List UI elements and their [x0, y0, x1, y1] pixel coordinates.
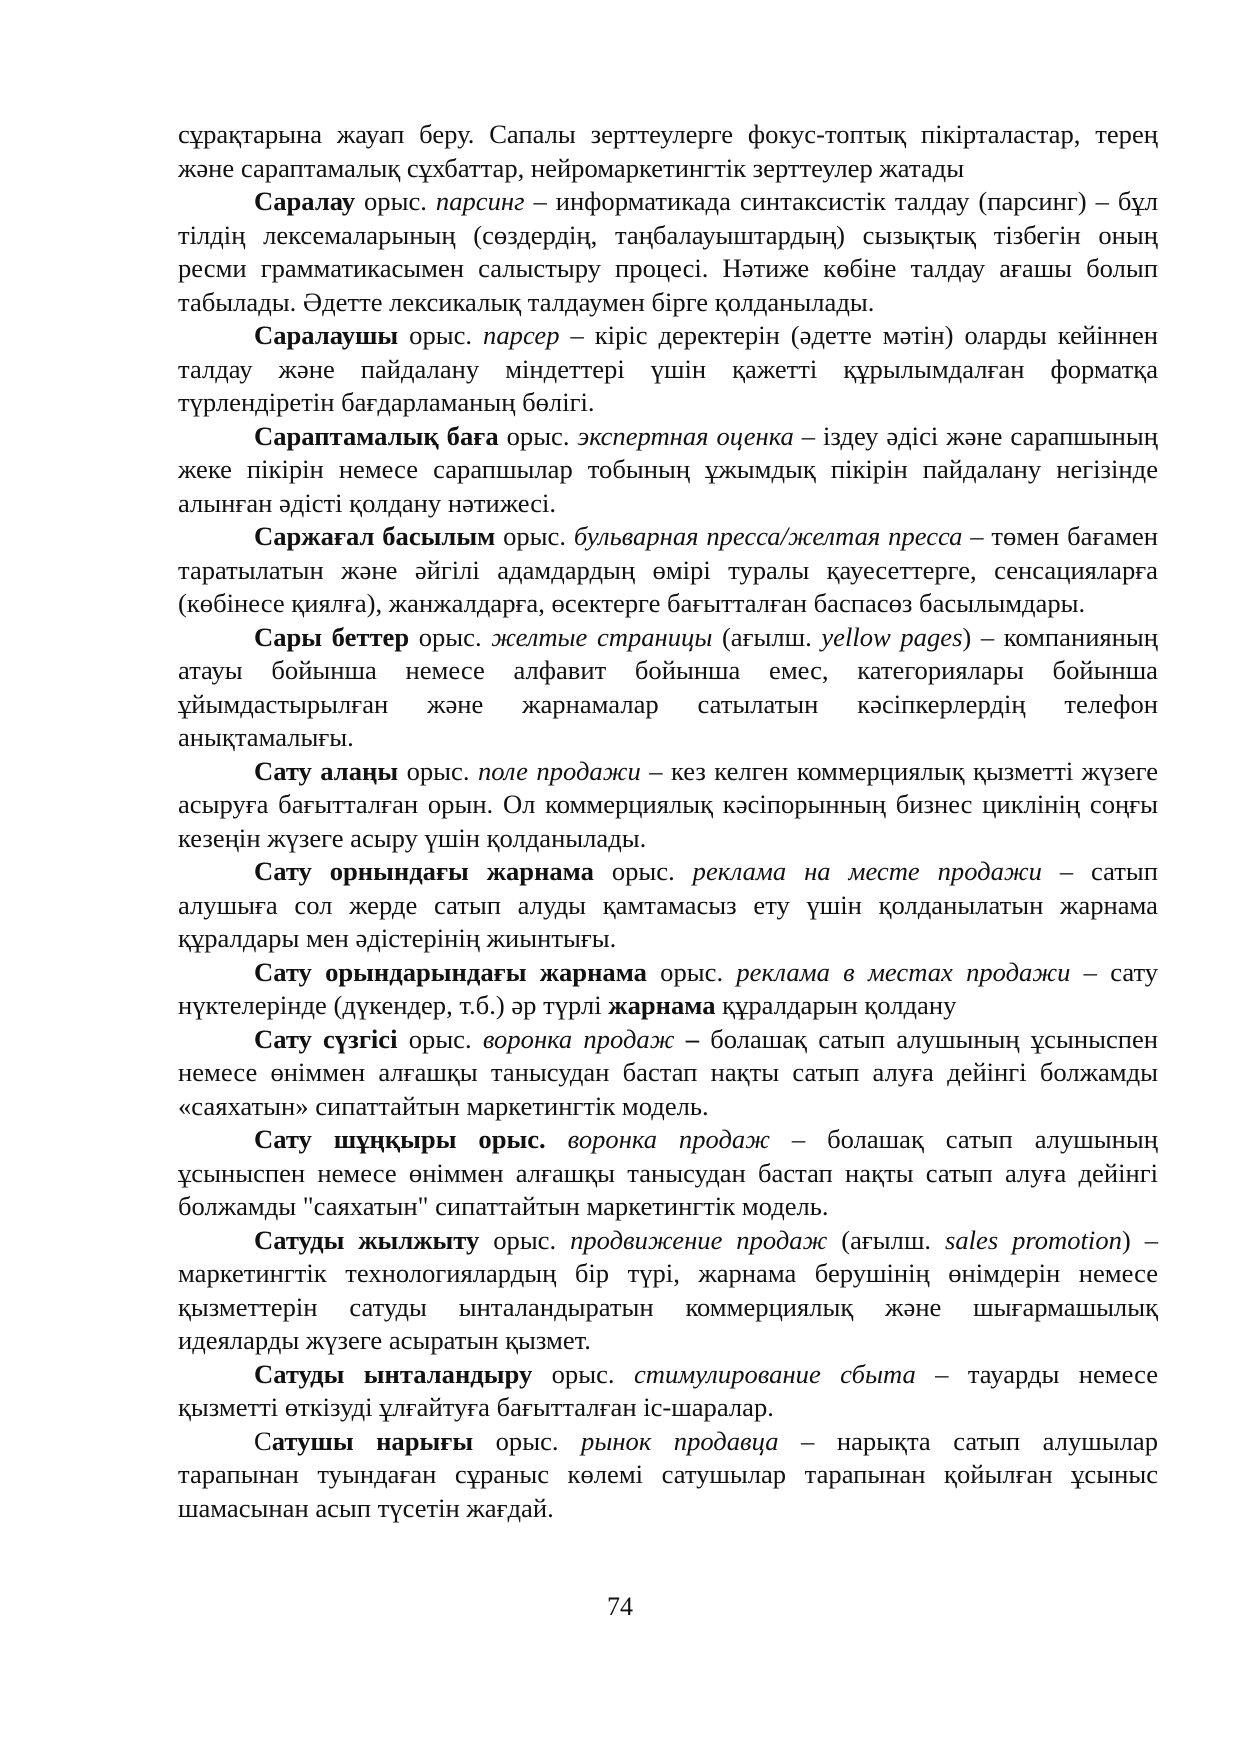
entry-definition: – кез келген коммерциялық қызметті жүзеге асыруға бағытталған орын. Ол коммерциялық кәсіпорынның бизнес циклінің соңғы кезеңін жүзеге асыру үшін қолданылады.	[178, 755, 1159, 853]
entry-sarzhagal-basylym	[178, 520, 1158, 621]
entry-lang-marker: орыс.	[498, 420, 578, 451]
entry-definition: – төмен бағамен таратылатын және әйгілі адамдардың өмірі туралы қауесеттерге, сенсацияларға (көбінесе қиялға), жанжалдарға, өсектерге бағытталған баспасөз басылымдары.	[178, 521, 1158, 618]
entry-term: атушы нарығы	[271, 1425, 474, 1456]
entry-lang-marker: орыс.	[495, 521, 574, 551]
entry-lang-marker: орыс.	[397, 1023, 483, 1054]
entry-term: Сату сүзгісі	[254, 1023, 398, 1054]
entry-sary-better	[178, 621, 1158, 755]
entry-inline-bold: жарнама	[608, 990, 716, 1020]
entry-saralau	[178, 185, 1158, 319]
entry-term: Сараптамалық баға	[254, 420, 499, 451]
entry-spacer	[546, 1124, 568, 1154]
entry-russian-term: реклама в местах продажи	[736, 956, 1071, 987]
entry-lang-marker: орыс.	[532, 1358, 634, 1389]
entry-term: Сары беттер	[254, 621, 410, 652]
entry-russian-term: воронка продаж	[482, 1023, 675, 1054]
entry-lang-marker: орыс.	[355, 186, 436, 216]
entry-term: Сатуды ынталандыру	[254, 1358, 533, 1389]
entry-lang-marker: орыс.	[398, 755, 478, 786]
entry-dash: –	[674, 1023, 699, 1054]
entry-english-marker: (ағылш.	[827, 1224, 945, 1255]
entry-lang-marker: орыс.	[646, 956, 737, 987]
entry-definition: – сатып алушыға сол жерде сатып алуды қамтамасыз ету үшін қолданылатын жарнама құралдары мен әдістерінің жиынтығы.	[178, 856, 1158, 953]
entry-lang-marker: орыс.	[409, 621, 492, 652]
entry-russian-term: реклама на месте продажи	[692, 856, 1042, 886]
entry-english-term: yellow pages	[821, 621, 963, 652]
entry-definition: – кіріс деректерін (әдетте мәтін) оларды кейіннен талдау және пайдалану міндеттері үшін қажетті құрылымдалған форматқа түрлендіретін бағдарламаның бөлігі.	[178, 320, 1158, 417]
entry-russian-term: продвижение продаж	[570, 1224, 828, 1255]
entry-saraptamalyk-baga	[178, 420, 1158, 521]
entry-definition: – болашақ сатып алушының ұсыныспен немесе өніммен алғашқы танысудан бастап нақты сатып алуға дейінгі болжамды "саяхатын" сипаттайтын маркетингтік модель.	[178, 1124, 1158, 1221]
entry-definition: – іздеу әдісі және сарапшының жеке пікірін немесе сарапшылар тобының ұжымдық пікірін пайдалану негізінде алынған әдісті қолдану нәтижесі.	[178, 420, 1158, 518]
entry-term: Сату орнындағы жарнама	[254, 856, 594, 886]
entry-lang-marker: орыс.	[479, 1224, 571, 1255]
entry-russian-term: желтые страницы	[491, 621, 713, 652]
entry-lang-marker: орыс.	[593, 856, 693, 886]
entry-english-term: sales promotion	[944, 1224, 1122, 1255]
entry-term: Саралаушы	[254, 320, 399, 350]
entry-lang-marker: орыс.	[473, 1425, 582, 1456]
entry-satu-suzgisi	[178, 1023, 1158, 1124]
entry-satudy-zhylzhytu	[178, 1224, 1158, 1358]
entry-saralaushy	[178, 319, 1158, 420]
entry-definition: ) – маркетингтік технологиялардың бір түрі, жарнама берушінің өнімдерін немесе қызметтерін сатуды ынталандыратын коммерциялық және шығармашылық идеяларды жүзеге асыратын қызмет.	[178, 1224, 1158, 1355]
entry-satu-oryndaryndagy-zharnama	[178, 956, 1158, 1023]
entry-satudy-yntalandyru	[178, 1358, 1158, 1425]
document-body	[178, 118, 1158, 1525]
entry-english-marker: (ағылш.	[712, 621, 822, 652]
entry-definition: – тауарды немесе қызметті өткізуді ұлғайтуға бағытталған іс-шаралар.	[178, 1358, 1158, 1422]
page-number: 74	[607, 1592, 633, 1621]
entry-russian-term: парсинг	[435, 186, 525, 216]
entry-term: Сатуды жылжыту	[254, 1224, 480, 1255]
intro-paragraph: сұрақтарына жауап беру. Сапалы зерттеулерге фокус-топтық пікірталастар, терең және сараптамалық сұхбаттар, нейромаркетингтік зерттеулер жатады	[178, 119, 1158, 183]
entry-term: Саралау	[254, 186, 355, 216]
entry-definition: – информатикада синтаксистік талдау (парсинг) – бұл тілдің лексемаларының (сөздердің, таңбалауыштардың) сызықтық тізбегін оның ресми грамматикасымен салыстыру процесі. Нәтиже көбіне талдау ағашы болып табылады. Әдетте лексикалық талдаумен бірге қолданылады.	[178, 186, 1158, 317]
entry-definition: – сату нүктелерінде (дүкендер, т.б.) әр түрлі	[178, 956, 1159, 1020]
entry-russian-term: бульварная пресса/желтая пресса	[573, 521, 963, 551]
entry-lang-marker: орыс.	[398, 320, 484, 350]
entry-russian-term: воронка продаж	[567, 1124, 770, 1154]
entry-term: Сату шұңқыры орыс.	[254, 1124, 546, 1154]
entry-satu-shunkyry	[178, 1123, 1158, 1224]
entry-term-lead-letter: С	[254, 1425, 272, 1456]
entry-russian-term: парсер	[483, 320, 560, 350]
entry-russian-term: стимулирование сбыта	[633, 1358, 916, 1389]
entry-russian-term: экспертная оценка	[577, 420, 794, 451]
entry-russian-term: поле продажи	[477, 755, 641, 786]
entry-definition: – нарықта сатып алушылар тарапынан туындаған сұраныс көлемі сатушылар тарапынан қойылған ұсыныс шамасынан асып түсетін жағдай.	[178, 1425, 1158, 1523]
entry-term: Саржағал басылым	[254, 521, 496, 551]
entry-satu-alany	[178, 755, 1158, 856]
entry-satushy-narygy	[178, 1425, 1158, 1526]
entry-definition: ) – компанияның атауы бойынша немесе алфавит бойынша емес, категориялары бойынша ұйымдастырылған және жарнамалар сатылатын кәсіпкерлердің телефон анықтамалығы.	[178, 621, 1158, 752]
entry-definition-tail: құралдарын қолдану	[715, 990, 957, 1020]
entry-term: Сату орындарындағы жарнама	[254, 956, 647, 987]
entry-russian-term: рынок продавца	[581, 1425, 779, 1456]
entry-satu-ornyndagy-zharnama	[178, 855, 1158, 956]
entry-term: Сату алаңы	[254, 755, 399, 786]
entry-definition: болашақ сатып алушының ұсыныспен немесе өніммен алғашқы танысудан бастап нақты сатып алуға дейінгі болжамды «саяхатын» сипаттайтын маркетингтік модель.	[178, 1023, 1159, 1121]
